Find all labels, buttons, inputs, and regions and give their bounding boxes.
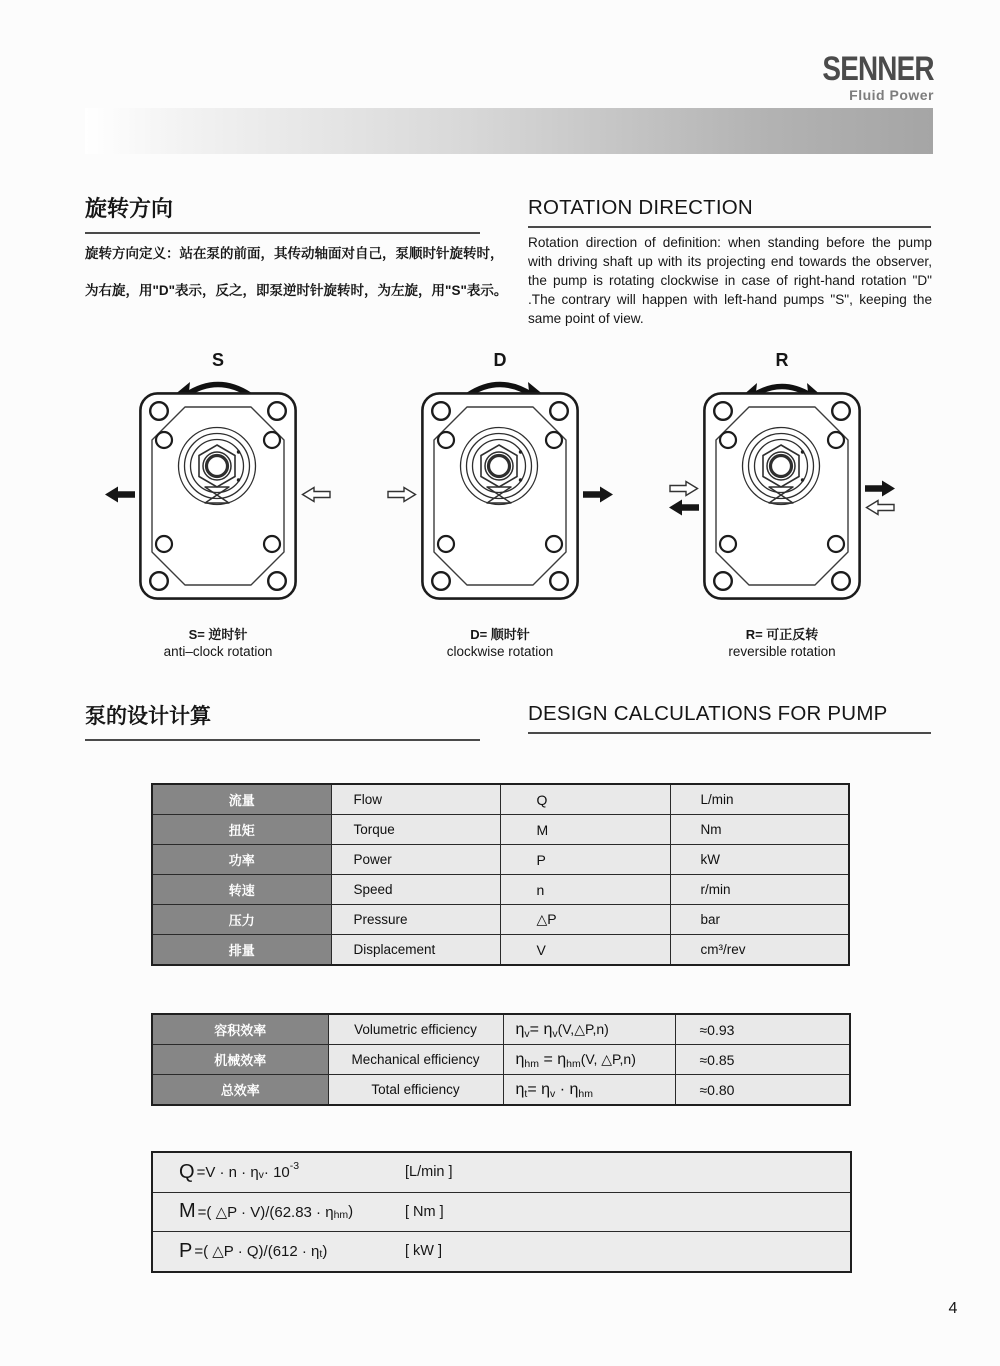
table-row bbox=[152, 905, 849, 935]
param-unit: cm³/rev bbox=[670, 935, 849, 966]
page-number: 4 bbox=[948, 1300, 958, 1317]
pump-diagram-d bbox=[360, 350, 640, 672]
table-row bbox=[152, 1014, 850, 1045]
eff-cn: 机械效率 bbox=[152, 1045, 328, 1075]
pump-face-icon bbox=[139, 392, 297, 600]
param-symbol: P bbox=[500, 845, 670, 875]
rotation-heading-en: ROTATION DIRECTION bbox=[528, 196, 931, 228]
eff-en: Total efficiency bbox=[328, 1075, 503, 1106]
eff-value: ≈0.93 bbox=[675, 1014, 850, 1045]
header-gradient-bar bbox=[85, 108, 933, 154]
pump-letter: D bbox=[493, 350, 507, 370]
pump-letter: R bbox=[775, 350, 789, 370]
eff-en: Mechanical efficiency bbox=[328, 1045, 503, 1075]
brand-name: SENNER bbox=[822, 50, 934, 88]
eff-cn: 容积效率 bbox=[152, 1014, 328, 1045]
pump-diagram-r bbox=[642, 350, 922, 672]
rotation-heading-cn: 旋转方向 bbox=[85, 192, 480, 234]
param-symbol: n bbox=[500, 875, 670, 905]
param-en: Flow bbox=[331, 784, 500, 815]
param-unit: Nm bbox=[670, 815, 849, 845]
rotation-body-cn: 旋转方向定义：站在泵的前面，其传动轴面对自己，泵顺时针旋转时，为右旋，用"D"表示，反之，即泵逆时针旋转时，为左旋，用"S"表示。 bbox=[85, 246, 508, 298]
param-symbol: V bbox=[500, 935, 670, 966]
pump-caption-en: reversible rotation bbox=[728, 644, 836, 659]
flow-arrow-out-solid-icon bbox=[865, 480, 895, 497]
flow-arrow-in-hollow-icon bbox=[301, 486, 331, 503]
table-row bbox=[152, 935, 849, 966]
table-row bbox=[152, 1045, 850, 1075]
param-symbol: Q bbox=[500, 784, 670, 815]
param-unit: bar bbox=[670, 905, 849, 935]
brand-logo bbox=[798, 52, 934, 103]
eff-cn: 总效率 bbox=[152, 1075, 328, 1106]
design-heading-en: DESIGN CALCULATIONS FOR PUMP bbox=[528, 702, 931, 734]
design-heading-cn: 泵的设计计算 bbox=[85, 700, 480, 741]
pump-caption-cn: R= 可正反转 bbox=[745, 627, 819, 642]
flow-arrow-out-solid-icon bbox=[669, 499, 699, 516]
formula-row-p: P =( △P · Q)/(612 · η t ) [ kW ] bbox=[153, 1231, 850, 1271]
formula-unit: [L/min ] bbox=[405, 1164, 453, 1181]
formula-unit: [ Nm ] bbox=[405, 1203, 444, 1220]
param-cn: 流量 bbox=[152, 784, 331, 815]
param-en: Torque bbox=[331, 815, 500, 845]
eff-formula: $\eta_t= \eta_v \cdot \eta_{hm}$ bbox=[503, 1075, 675, 1106]
eff-value: ≈0.80 bbox=[675, 1075, 850, 1106]
flow-arrow-in-hollow-icon bbox=[865, 499, 895, 516]
param-cn: 排量 bbox=[152, 935, 331, 966]
flow-arrow-in-hollow-icon bbox=[669, 480, 699, 497]
pump-face-icon bbox=[421, 392, 579, 600]
flow-arrow-in-hollow-icon bbox=[387, 486, 417, 503]
pump-caption-cn: D= 顺时针 bbox=[470, 627, 530, 642]
rotation-body-en: Rotation direction of definition: when standing before the pump with driving shaft up with its projecting end towards the observer, the pump is rotating clockwise in case of right-hand rotation "D" .The contrary will happen with left-hand pumps "S", keeping the same point of view. bbox=[528, 235, 932, 326]
param-unit: L/min bbox=[670, 784, 849, 815]
parameter-table bbox=[151, 783, 850, 966]
param-unit: kW bbox=[670, 845, 849, 875]
table-row bbox=[152, 784, 849, 815]
eff-formula: $\eta_{hm} = \eta_{hm}(V$, △P,n) bbox=[503, 1045, 675, 1075]
param-en: Displacement bbox=[331, 935, 500, 966]
param-cn: 压力 bbox=[152, 905, 331, 935]
pump-letter: S bbox=[211, 350, 224, 370]
brand-tagline: Fluid Power bbox=[849, 87, 934, 103]
table-row bbox=[152, 1075, 850, 1106]
eff-value: ≈0.85 bbox=[675, 1045, 850, 1075]
param-cn: 功率 bbox=[152, 845, 331, 875]
param-en: Power bbox=[331, 845, 500, 875]
formula-row-m: M =( △P · V)/(62.83 · η hm ) [ Nm ] bbox=[153, 1192, 850, 1232]
param-en: Pressure bbox=[331, 905, 500, 935]
param-symbol: △P bbox=[500, 905, 670, 935]
formula-row-q: Q =V · n · η v · 10 -3 [L/min ] bbox=[179, 1160, 453, 1183]
pump-caption-cn: S= 逆时针 bbox=[188, 627, 248, 642]
param-cn: 扭矩 bbox=[152, 815, 331, 845]
param-symbol: M bbox=[500, 815, 670, 845]
eff-formula: $\eta_v=$ $\eta_v(V,\triangle P,n)$ bbox=[503, 1014, 675, 1045]
pump-caption-en: clockwise rotation bbox=[446, 644, 554, 659]
param-en: Speed bbox=[331, 875, 500, 905]
table-row bbox=[152, 875, 849, 905]
param-cn: 转速 bbox=[152, 875, 331, 905]
pump-face-icon bbox=[703, 392, 861, 600]
pump-diagram-s bbox=[78, 350, 358, 672]
flow-arrow-out-solid-icon bbox=[105, 486, 135, 503]
flow-arrow-out-solid-icon bbox=[583, 486, 613, 503]
param-unit: r/min bbox=[670, 875, 849, 905]
pump-caption-en: anti–clock rotation bbox=[163, 644, 273, 659]
formula-unit: [ kW ] bbox=[405, 1243, 443, 1260]
formula-box bbox=[151, 1151, 852, 1273]
table-row bbox=[152, 845, 849, 875]
eff-en: Volumetric efficiency bbox=[328, 1014, 503, 1045]
table-row bbox=[152, 815, 849, 845]
efficiency-table bbox=[151, 1013, 851, 1106]
